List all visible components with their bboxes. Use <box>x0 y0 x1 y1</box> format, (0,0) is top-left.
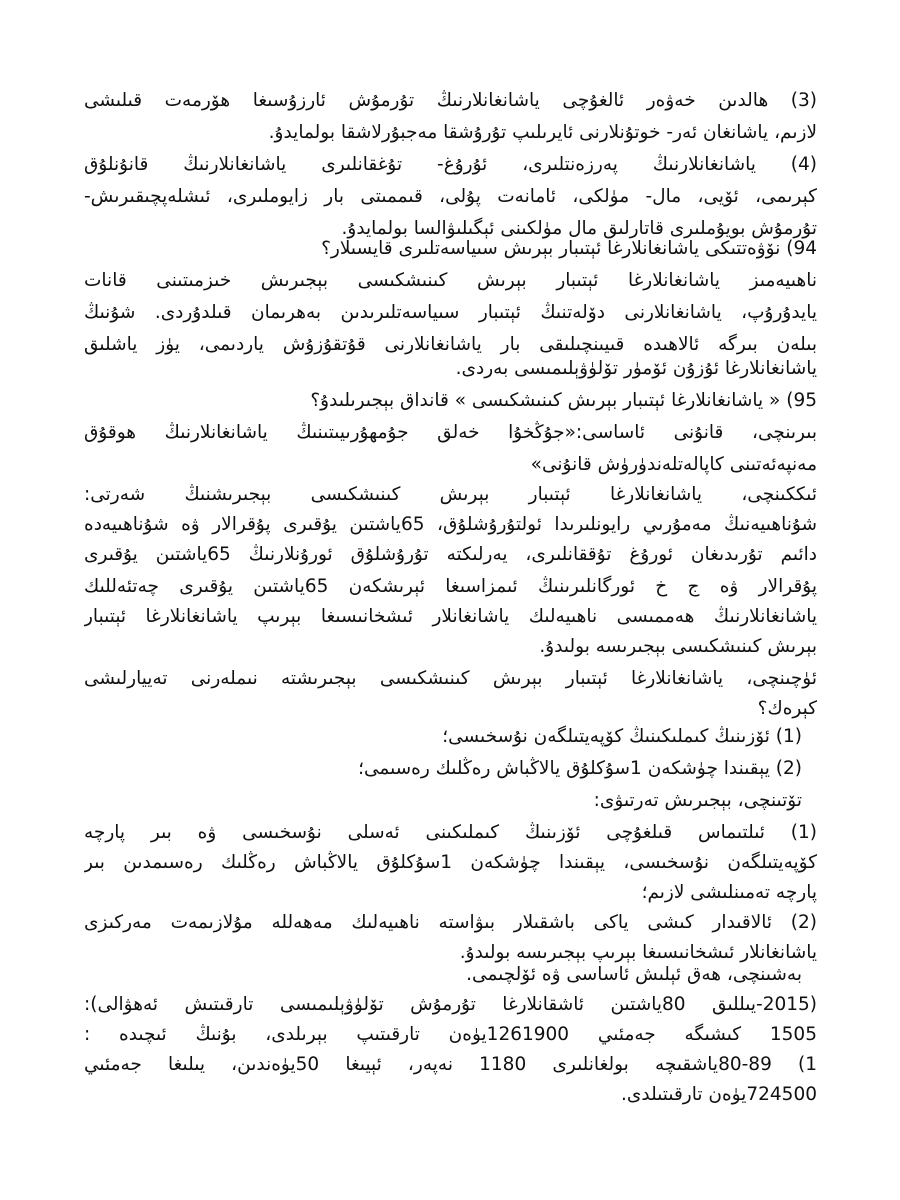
paragraph-line: ئىككىنچى، ياشانغانلارغا ئېتىبار بېرىش كىنىشكىسى بېجىرىشنىڭ شەرتى: <box>84 484 817 505</box>
paragraph-line: دائىم تۇرىدىغان ئورۇغ تۇققانلىرى، يەرلىكتە تۇرۇشلۇق ئورۇنلارنىڭ 65ياشتىن يۇقىرى <box>84 544 817 565</box>
list-item: (1) ئۆزىنىڭ كىملىكىنىڭ كۆپەيتىلگەن نۇسخىسى؛ <box>442 726 802 747</box>
paragraph-line: 1505 كىشىگە جەمئىي 1261900يۈەن تارقىتىپ بېرىلدى، بۇنىڭ ئىچىدە : <box>84 1024 817 1045</box>
paragraph-line: 724500يۈەن تارقىتىلدى. <box>621 1084 817 1105</box>
paragraph-line: (3) ھالدىن خەۋەر ئالغۇچى ياشانغانلارنىڭ تۇرمۇش ئارزۇسىغا ھۆرمەت قىلىشى <box>84 90 817 111</box>
paragraph-line: (2) ئالاقىدار كىشى ياكى باشقىلار بىۋاستە ناھىيەلىك مەھەللە مۇلازىمەت مەركىزى <box>84 912 817 933</box>
paragraph-line: ياشانغانلارنىڭ ھەممىسى ناھىيەلىك ياشانغانلار ئىشخانىسىغا بېرىپ ياشانغانلارغا ئېتىبار <box>84 606 817 627</box>
paragraph-line: (2015-يىللىق 80ياشتىن ئاشقانلارغا تۇرمۇش تۆلۈۋېلىمىسى تارقىتىش ئەھۋالى): <box>84 994 817 1015</box>
paragraph-line: بىلەن بىرگە ئالاھىدە قىيىنچىلىقى بار ياشانغانلارنى قۇتقۇزۇش ياردىمى، يۈز ياشلىق <box>84 334 817 355</box>
section-heading: بەشىنچى، ھەق ئېلىش ئاساسى ۋە ئۆلچىمى. <box>466 964 802 985</box>
paragraph-line: كېرەك؟ <box>757 698 817 719</box>
paragraph-line: شۇناھىيەنىڭ مەمۇرىي رايونلىرىدا ئولتۇرۇشلۇق، 65ياشتىن يۇقىرى پۇقرالار ۋە شۇناھىيەدە <box>84 514 817 535</box>
paragraph-line: ياشانغانلارغا ئۇزۇن ئۆمۈر تۆلۈۋېلىمىسى بەردى. <box>455 358 817 379</box>
section-heading: 95) « ياشانغانلارغا ئېتىبار بېرىش كىنىشكىسى » قانداق بېجىرىلىدۇ؟ <box>310 390 817 411</box>
paragraph-line: پارچە تەمىنلىشى لازىم؛ <box>641 882 817 903</box>
paragraph-line: مەنپەئەتىنى كاپالەتلەندۈرۈش قانۇنى» <box>530 454 817 475</box>
paragraph-line: پۇقرالار ۋە ج خ ئورگانلىرىنىڭ ئىمزاسىغا ئېرىشكەن 65ياشتىن يۇقىرى چەتئەللىك <box>84 576 817 597</box>
paragraph-line: بىرىنچى، قانۇنى ئاساسى:«جۇڭخۇا خەلق جۇمھۇرىيىتىنىڭ ياشانغانلارنىڭ ھوقۇق <box>84 422 817 443</box>
paragraph-line: كۆپەيتىلگەن نۇسخىسى، يېقىندا چۈشكەن 1سۇكلۇق يالاڭباش رەڭلىك رەسىمدىن بىر <box>84 852 817 873</box>
paragraph-line: ناھىيەمىز ياشانغانلارغا ئېتىبار بېرىش كىنىشكىسى بېجىرىش خىزمىتىنى قانات <box>84 270 817 291</box>
paragraph-line: تۇرمۇش بويۇملىرى قاتارلىق مال مۈلكىنى ئېگىلىۋالسا بولمايدۇ. <box>341 218 817 239</box>
paragraph-line: كېرىمى، ئۆيى، مال- مۈلكى، ئامانەت پۇلى، قىممىتى بار زايوملىرى، ئىشلەپچىقىرىش- <box>84 186 817 207</box>
paragraph-line: ياشانغانلار ئىشخانىسىغا بېرىپ بېجىرىسە بولىدۇ. <box>459 942 817 963</box>
paragraph-line: (1) ئىلتىماس قىلغۇچى ئۆزىنىڭ كىملىكىنى ئەسلى نۇسخىسى ۋە بىر پارچە <box>84 822 817 843</box>
paragraph-line: 1) 80-89ياشقىچە بولغانلىرى 1180 نەپەر، ئېيىغا 50يۈەندىن، يىلىغا جەمئىي <box>84 1054 817 1075</box>
section-heading: 94) نۆۋەتتىكى ياشانغانلارغا ئېتىبار بېرىش سىياسەتلىرى قايسىلار؟ <box>321 238 817 259</box>
paragraph-line: يايدۇرۇپ، ياشانغانلارنى دۆلەتنىڭ ئېتىبار سىياسەتلىرىدىن بەھرىمان قىلدۇردى. شۇنىڭ <box>84 302 817 323</box>
paragraph-line: بېرىش كىنىشكىسى بېجىرىسە بولىدۇ. <box>539 636 817 657</box>
paragraph-line: ئۈچىنچى، ياشانغانلارغا ئېتىبار بېرىش كىنىشكىسى بېجىرىشتە نىملەرنى تەييارلىشى <box>84 668 817 689</box>
paragraph-line: (4) ياشانغانلارنىڭ پەرزەنتلىرى، ئۇرۇغ- تۇغقانلىرى ياشانغانلارنىڭ قانۇنلۇق <box>84 154 817 175</box>
list-heading: تۆتىنچى، بېجىرىش تەرتىۋى: <box>593 790 802 811</box>
paragraph-line: لازىم، ياشانغان ئەر- خوتۇنلارنى ئايرىلىپ تۇرۇشقا مەجبۇرلاشقا بولمايدۇ. <box>268 122 817 143</box>
list-item: (2) يېقىندا چۈشكەن 1سۇكلۇق يالاڭباش رەڭلىك رەسىمى؛ <box>358 758 802 779</box>
